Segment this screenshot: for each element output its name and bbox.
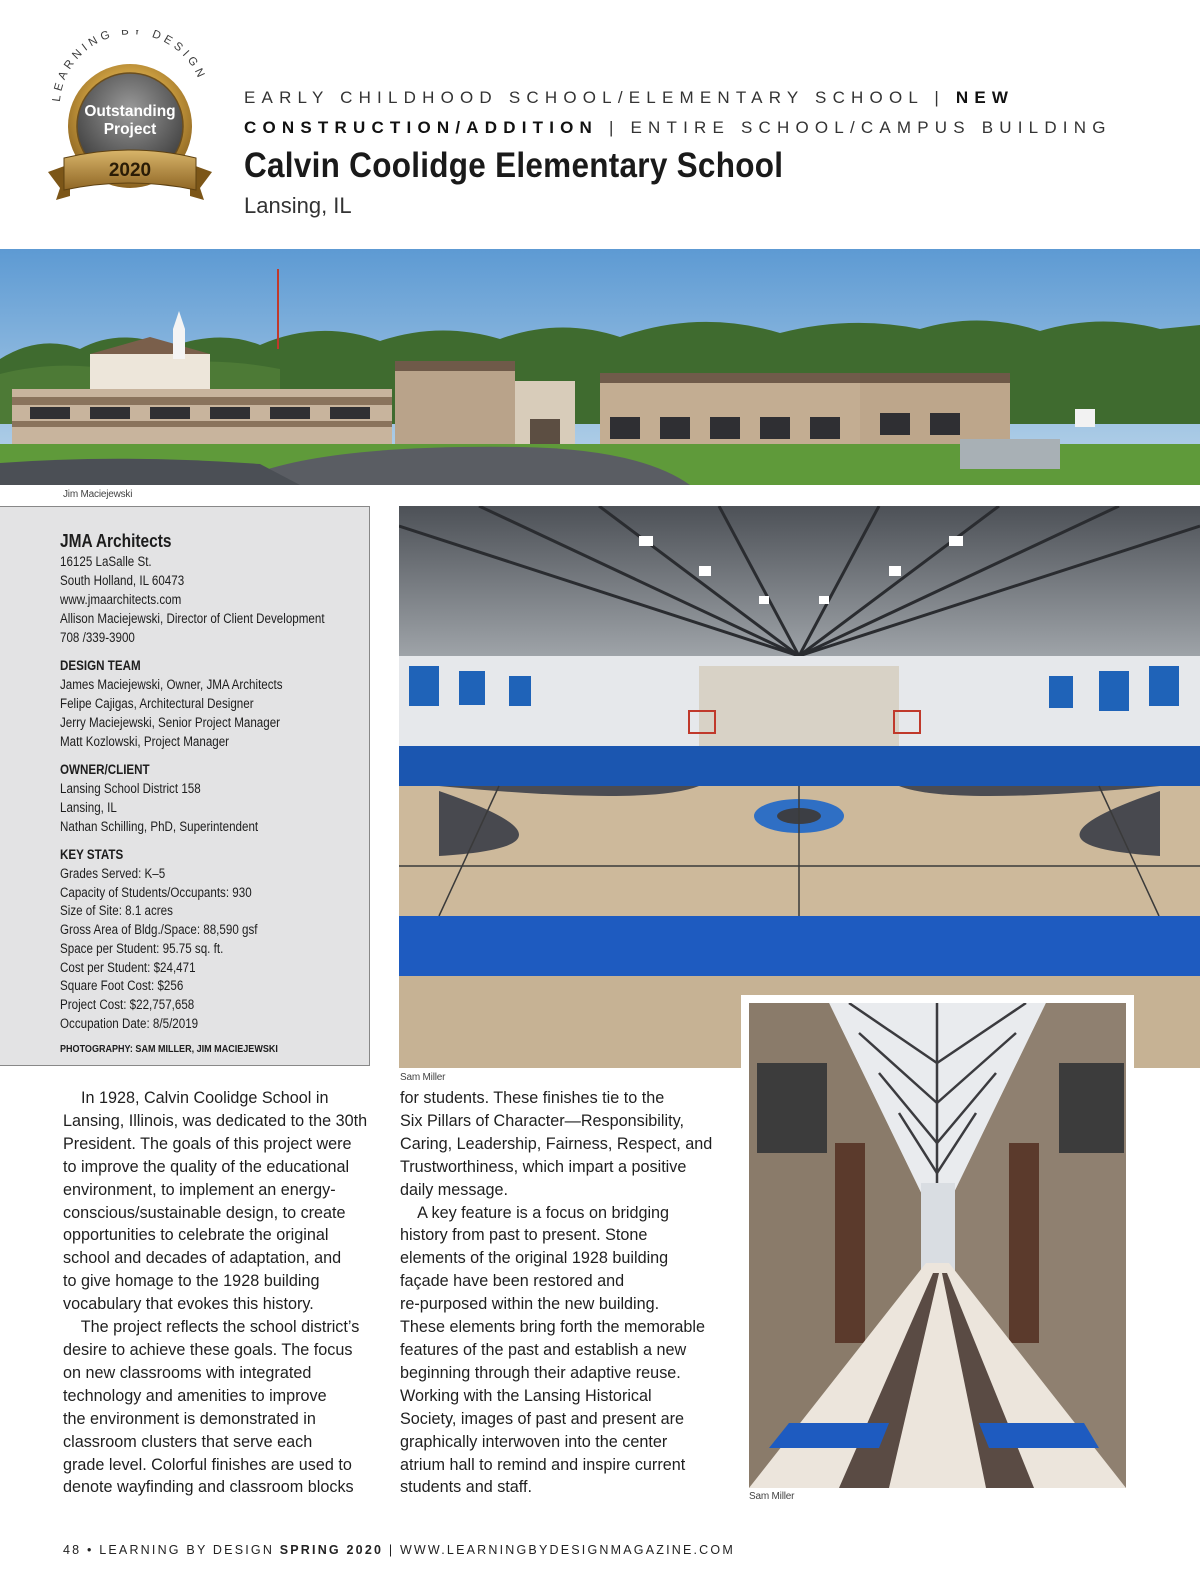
- gym-photo-credit: Sam Miller: [400, 1072, 446, 1083]
- body-text-line: Lansing, Illinois, was dedicated to the 30th: [63, 1111, 368, 1130]
- body-text-line: the environment is demonstrated in: [63, 1409, 316, 1428]
- body-text-line: atrium hall to remind and inspire current: [400, 1455, 686, 1474]
- aerial-exterior-photo: [0, 249, 1200, 485]
- owner-line: Lansing School District 158: [60, 781, 201, 796]
- body-text-line: Caring, Leadership, Fairness, Respect, and: [400, 1134, 713, 1153]
- badge-label-line1: Outstanding: [84, 103, 176, 120]
- body-text-line: opportunities to celebrate the original: [63, 1226, 329, 1245]
- gymnasium-photo: [399, 506, 1200, 1068]
- category-line-2-regular: | ENTIRE SCHOOL/CAMPUS BUILDING: [598, 118, 1112, 137]
- category-line-1: [244, 88, 1014, 108]
- category-line-1-regular: EARLY CHILDHOOD SCHOOL/ELEMENTARY SCHOOL |: [244, 88, 956, 107]
- body-text-line: Working with the Lansing Historical: [400, 1386, 652, 1405]
- body-text-line: denote wayfinding and classroom blocks: [63, 1478, 354, 1497]
- design-team-member: James Maciejewski, Owner, JMA Architects: [60, 677, 283, 692]
- category-line-2: [244, 118, 1112, 138]
- hallway-photo-credit: Sam Miller: [749, 1491, 795, 1502]
- key-stat: Gross Area of Bldg./Space: 88,590 gsf: [60, 922, 258, 937]
- firm-address-line: 16125 LaSalle St.: [60, 554, 152, 569]
- footer-issue: SPRING 2020: [279, 1543, 384, 1557]
- project-location: Lansing, IL: [244, 193, 352, 218]
- footer-separator: |: [383, 1543, 400, 1557]
- body-text-line: façade have been restored and: [400, 1272, 625, 1291]
- body-text-line: re-purposed within the new building.: [400, 1295, 660, 1314]
- firm-website: www.jmaarchitects.com: [60, 592, 182, 607]
- body-text-line: technology and amenities to improve: [63, 1386, 327, 1405]
- body-text-line: school and decades of adaptation, and: [63, 1249, 342, 1268]
- body-text-line: beginning through their adaptive reuse.: [400, 1363, 681, 1382]
- body-text-line: President. The goals of this project were: [63, 1134, 352, 1153]
- firm-contact: Allison Maciejewski, Director of Client Development: [60, 611, 325, 626]
- body-text-line: to improve the quality of the educational: [63, 1157, 350, 1176]
- key-stat: Capacity of Students/Occupants: 930: [60, 885, 252, 900]
- photography-credit: PHOTOGRAPHY: SAM MILLER, JIM MACIEJEWSKI: [60, 1043, 278, 1055]
- key-stat: Size of Site: 8.1 acres: [60, 903, 173, 918]
- body-text-line: Society, images of past and present are: [400, 1409, 685, 1428]
- body-text-line: daily message.: [400, 1180, 508, 1199]
- badge-label-line2: Project: [103, 121, 157, 138]
- design-team-member: Felipe Cajigas, Architectural Designer: [60, 696, 254, 711]
- body-text-line: graphically interwoven into the center: [400, 1432, 668, 1451]
- badge-arc-text: LEARNING BY DESIGN: [50, 30, 208, 103]
- body-text-line: The project reflects the school district’s: [63, 1318, 360, 1337]
- body-text-line: desire to achieve these goals. The focus: [63, 1340, 353, 1359]
- body-column-1: [63, 1087, 367, 1499]
- body-text-line: Trustworthiness, which impart a positive: [400, 1157, 687, 1176]
- body-text-line: vocabulary that evokes this history.: [63, 1295, 314, 1314]
- body-text-line: A key feature is a focus on bridging: [400, 1203, 670, 1222]
- design-team-heading: DESIGN TEAM: [60, 658, 141, 673]
- badge-graphic: [40, 30, 220, 220]
- page-title: Calvin Coolidge Elementary School: [244, 146, 784, 185]
- body-text-line: environment, to implement an energy-: [63, 1180, 336, 1199]
- body-text-line: students and staff.: [400, 1478, 532, 1497]
- hero-photo-credit: Jim Maciejewski: [63, 489, 133, 500]
- firm-address-line: South Holland, IL 60473: [60, 573, 185, 588]
- category-line-2-bold: CONSTRUCTION/ADDITION: [244, 118, 599, 137]
- owner-line: Nathan Schilling, PhD, Superintendent: [60, 819, 259, 834]
- key-stat: Grades Served: K–5: [60, 866, 166, 881]
- body-text-line: elements of the original 1928 building: [400, 1249, 669, 1268]
- body-text-line: grade level. Colorful finishes are used to: [63, 1455, 352, 1474]
- firm-phone: 708 /339-3900: [60, 630, 135, 645]
- body-text-line: These elements bring forth the memorable: [400, 1318, 706, 1337]
- body-text-line: for students. These finishes tie to the: [400, 1089, 665, 1107]
- body-text-line: features of the past and establish a new: [400, 1340, 687, 1359]
- body-text-line: Six Pillars of Character—Responsibility,: [400, 1111, 684, 1130]
- key-stat: Cost per Student: $24,471: [60, 960, 196, 975]
- key-stat: Space per Student: 95.75 sq. ft.: [60, 941, 224, 956]
- key-stat: Project Cost: $22,757,658: [60, 997, 195, 1012]
- body-text-line: classroom clusters that serve each: [63, 1432, 313, 1451]
- body-text-line: history from past to present. Stone: [400, 1226, 648, 1245]
- body-text-line: In 1928, Calvin Coolidge School in: [63, 1089, 329, 1107]
- category-line-1-bold: NEW: [955, 88, 1015, 107]
- owner-heading: OWNER/CLIENT: [60, 762, 150, 777]
- footer-url: WWW.LEARNINGBYDESIGNMAGAZINE.COM: [399, 1543, 735, 1557]
- design-team-member: Jerry Maciejewski, Senior Project Manager: [60, 715, 281, 730]
- badge-year: 2020: [108, 160, 152, 181]
- body-column-2: [400, 1087, 712, 1499]
- page-footer: [63, 1543, 735, 1557]
- outstanding-project-badge: [40, 30, 220, 220]
- owner-line: Lansing, IL: [60, 800, 117, 815]
- key-stat: Square Foot Cost: $256: [60, 978, 184, 993]
- body-text-line: to give homage to the 1928 building: [63, 1272, 320, 1291]
- design-team-member: Matt Kozlowski, Project Manager: [60, 734, 230, 749]
- firm-name: JMA Architects: [60, 531, 172, 551]
- hallway-photo: [749, 1003, 1126, 1488]
- key-stats-heading: KEY STATS: [60, 847, 124, 862]
- body-text-line: on new classrooms with integrated: [63, 1363, 312, 1382]
- footer-page-and-magazine: 48 • LEARNING BY DESIGN: [63, 1543, 280, 1557]
- body-text-line: conscious/sustainable design, to create: [63, 1203, 346, 1222]
- key-stat: Occupation Date: 8/5/2019: [60, 1016, 199, 1031]
